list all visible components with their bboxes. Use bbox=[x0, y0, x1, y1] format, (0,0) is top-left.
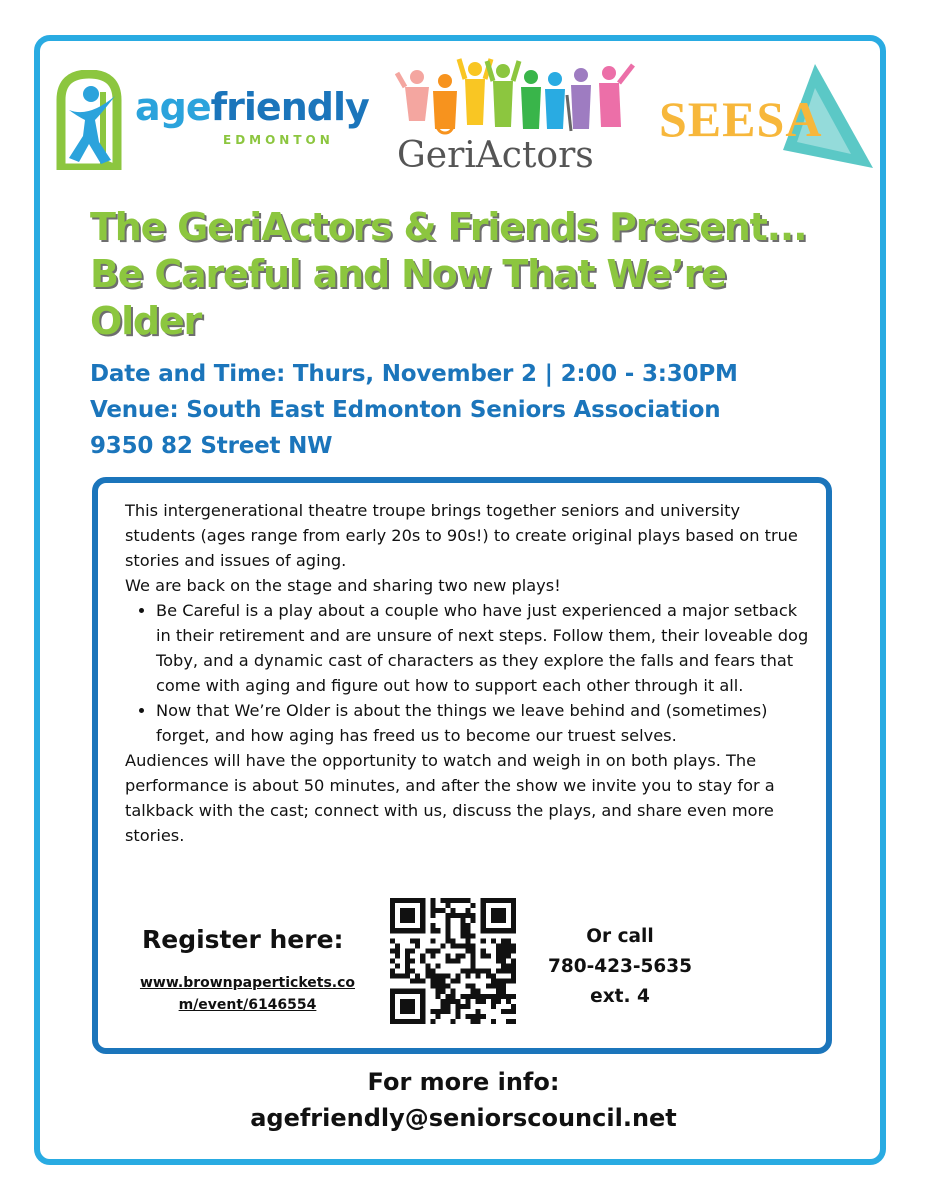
agefriendly-subtitle: EDMONTON bbox=[223, 133, 334, 147]
event-details bbox=[90, 356, 850, 464]
geriactors-logo bbox=[395, 55, 635, 180]
geriactors-wordmark: GeriActors bbox=[397, 135, 594, 176]
title-line-2: Be Careful and Now That We’re bbox=[90, 252, 726, 296]
play-be-careful: • Be Careful is a play about a couple who have just experienced a major setback in their retirement and are unsure of next steps. Follow them, their loveable dog Toby, and a dynamic cast of characters as they explore the falls and fears that come with aging and figure out how to support each other through it all. bbox=[156, 598, 815, 698]
date-time: Date and Time: Thurs, November 2 | 2:00 - 3:30PM bbox=[90, 361, 738, 387]
call-ext: ext. 4 bbox=[590, 986, 650, 1007]
description bbox=[125, 498, 815, 848]
agefriendly-wordmark bbox=[135, 85, 369, 129]
description-outro: Audiences will have the opportunity to watch and weigh in on both plays. The performance is about 50 minutes, and after the show we invite you to stay for a talkback with the cast; connect with us, discuss the plays, and share even more stories. bbox=[125, 751, 775, 845]
call-phone[interactable]: 780-423-5635 bbox=[547, 956, 693, 977]
contact-email[interactable]: agefriendly@seniorscouncil.net bbox=[250, 1104, 677, 1132]
call-label: Or call bbox=[586, 926, 654, 947]
more-info-label: For more info: bbox=[367, 1068, 560, 1096]
agefriendly-logo bbox=[55, 70, 385, 170]
seesa-wordmark: SEESA bbox=[659, 91, 823, 147]
title-line-3: Older bbox=[90, 299, 202, 343]
description-back: We are back on the stage and sharing two new plays! bbox=[125, 576, 561, 595]
description-intro: This intergenerational theatre troupe brings together seniors and university students (ages range from early 20s to 90s!) to create original plays based on true stories and issues of aging. bbox=[125, 501, 798, 570]
agefriendly-word-friendly: friendly bbox=[210, 85, 369, 129]
call-info bbox=[540, 922, 700, 1012]
title-line-1: The GeriActors & Friends Present... bbox=[90, 205, 807, 249]
qr-code[interactable] bbox=[390, 898, 516, 1024]
address: 9350 82 Street NW bbox=[90, 433, 333, 459]
agefriendly-door-icon bbox=[55, 70, 135, 170]
play-now-that-were-older: • Now that We’re Older is about the things we leave behind and (sometimes) forget, and how aging has freed us to become our truest selves. bbox=[156, 698, 815, 748]
seesa-logo bbox=[655, 62, 875, 172]
register-link[interactable]: www.brownpapertickets.com/event/6146554 bbox=[139, 975, 356, 1013]
geriactors-figures-icon bbox=[395, 55, 635, 135]
more-info bbox=[0, 1064, 927, 1136]
event-title bbox=[90, 204, 850, 345]
agefriendly-word-age: age bbox=[135, 85, 211, 129]
register-label: Register here: bbox=[142, 925, 344, 954]
plays-list bbox=[125, 598, 815, 748]
venue: Venue: South East Edmonton Seniors Association bbox=[90, 397, 721, 423]
